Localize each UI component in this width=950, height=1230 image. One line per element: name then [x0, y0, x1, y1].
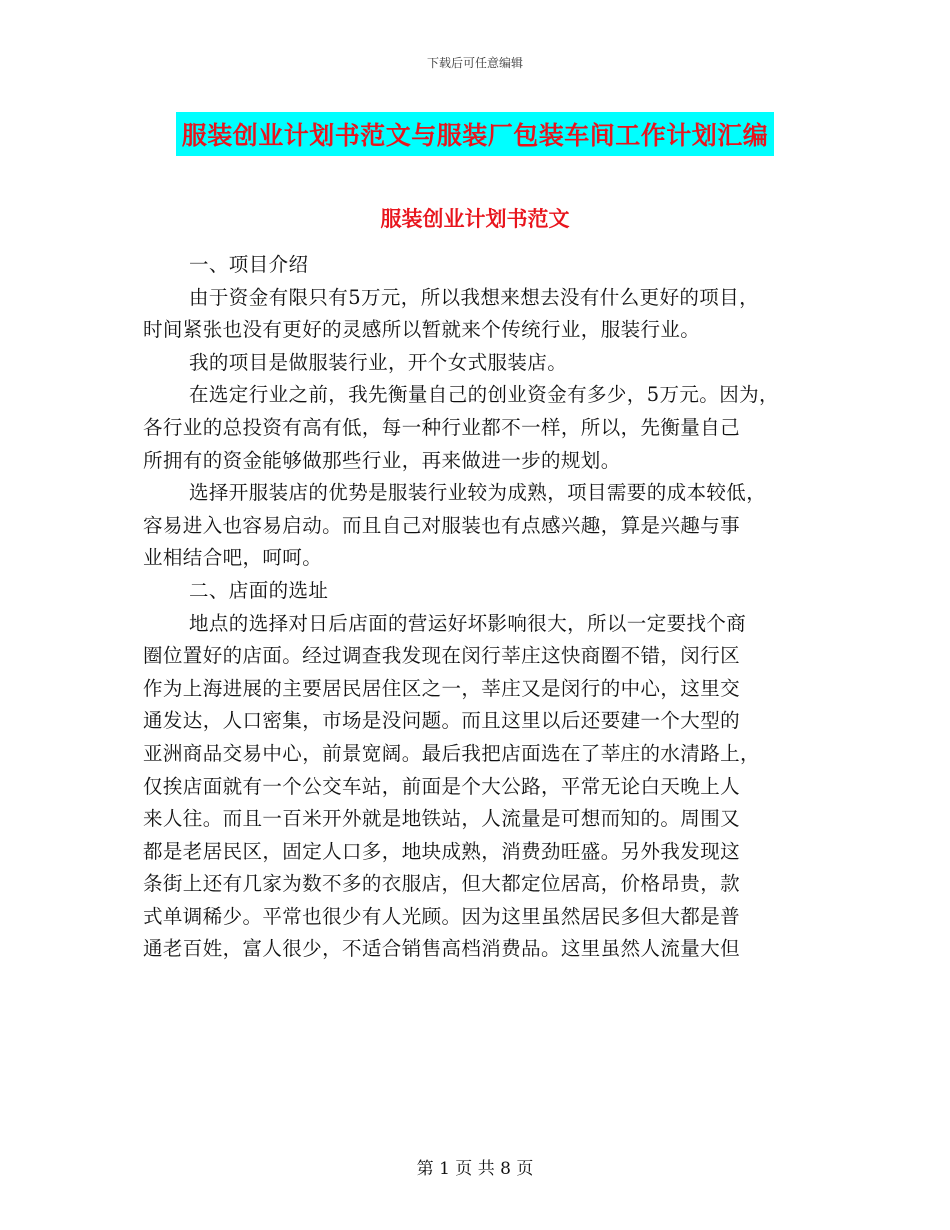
text-line: 二、店面的选址 — [189, 578, 329, 602]
text-line: 仅挨店面就有一个公交车站，前面是个大公路，平常无论白天晚上人 — [143, 774, 741, 798]
text-line: 容易进入也容易启动。而且自己对服装也有点感兴趣，算是兴趣与事 — [143, 513, 741, 537]
text-line: 一、项目介绍 — [189, 253, 309, 276]
header-note: 下载后可任意编辑 — [426, 56, 523, 70]
text-line: 亚洲商品交易中心，前景宽阔。最后我把店面选在了莘庄的水清路上， — [143, 741, 760, 765]
text-line: 选择开服装店的优势是服装行业较为成熟，项目需要的成本较低， — [189, 481, 767, 505]
text-line: 都是老居民区，固定人口多，地块成熟，消费劲旺盛。另外我发现这 — [143, 839, 741, 863]
text-line: 我的项目是做服装行业，开个女式服装店。 — [189, 350, 568, 374]
text-line: 在选定行业之前，我先衡量自己的创业资金有多少，5万元。因为， — [189, 383, 779, 407]
main-title-container — [0, 112, 950, 156]
text-line: 所拥有的资金能够做那些行业，再来做进一步的规划。 — [143, 448, 621, 472]
text-line: 通老百姓，富人很少，不适合销售高档消费品。这里虽然人流量大但 — [143, 937, 741, 961]
text-line: 式单调稀少。平常也很少有人光顾。因为这里虽然居民多但大都是普 — [143, 904, 741, 928]
text-line: 作为上海进展的主要居民居住区之一，莘庄又是闵行的中心，这里交 — [143, 676, 741, 700]
text-line: 通发达，人口密集，市场是没问题。而且这里以后还要建一个大型的 — [143, 709, 741, 733]
text-line: 地点的选择对日后店面的营运好坏影响很大，所以一定要找个商 — [189, 611, 747, 635]
main-title: 服装创业计划书范文与服装厂包装车间工作计划汇编 — [176, 112, 775, 156]
text-line: 由于资金有限只有5万元，所以我想来想去没有什么更好的项目， — [189, 285, 760, 309]
text-line: 业相结合吧，呵呵。 — [143, 546, 323, 570]
text-line: 来人往。而且一百米开外就是地铁站，人流量是可想而知的。周围又 — [143, 807, 741, 831]
page-footer: 第 1 页 共 8 页 — [416, 1159, 534, 1179]
text-line: 条街上还有几家为数不多的衣服店，但大都定位居高，价格昂贵，款 — [143, 872, 741, 896]
section-title: 服装创业计划书范文 — [380, 207, 570, 231]
text-line: 时间紧张也没有更好的灵感所以暂就来个传统行业，服装行业。 — [143, 318, 701, 342]
body-text — [143, 249, 808, 966]
text-line: 圈位置好的店面。经过调查我发现在闵行莘庄这快商圈不错，闵行区 — [143, 644, 741, 668]
text-line: 各行业的总投资有高有低，每一种行业都不一样，所以，先衡量自己 — [143, 415, 741, 439]
